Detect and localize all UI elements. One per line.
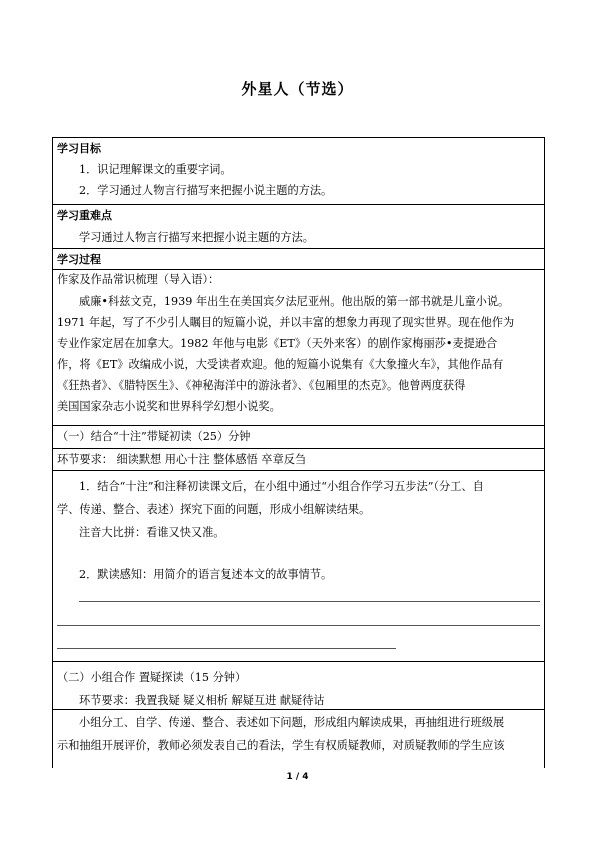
part2-body-line: 示和抽组开展评价，教师必须发表自己的看法，学生有权质疑教师，对质疑教师的学生应该 [57,739,505,752]
part1-tasks [53,470,544,581]
bio-line: 《狂热者》、《腊特医生》、《神秘海洋中的游泳者》、《包厢里的杰克》。他曾两度获得 [57,379,466,392]
answer-line[interactable] [79,601,540,602]
keypoints-text: 学习通过人物言行描写来把握小说主题的方法。 [79,231,314,244]
page-title: 外星人（节选） [241,80,354,98]
part1-heading-row [53,425,544,443]
answer-line[interactable] [57,625,540,626]
part2-body-line: 小组分工、自学、传递、整合、表述如下问题，形成组内解读成果，再抽组进行班级展 [79,716,505,729]
bio-line: 美国国家杂志小说奖和世界科学幻想小说奖。 [57,400,281,413]
worksheet-table [52,137,545,768]
part2-heading: （二）小组合作 置疑探读（15 分钟） [57,671,247,684]
keypoints-section [53,204,544,244]
goal-item: 2．学习通过人物言行描写来把握小说主题的方法。 [79,184,333,197]
task2: 2．默读感知：用简介的语言复述本文的故事情节。 [79,568,333,581]
goals-heading: 学习目标 [57,142,101,155]
task1-line: 学、传递、整合、表述）探究下面的问题，形成小组解读结果。 [57,503,371,516]
pinyin-task: 注音大比拼：看谁又快又准。 [79,526,225,539]
goal-item: 1．识记理解课文的重要字词。 [79,163,232,176]
bio-line: 作，将《ET》改编成小说，大受读者欢迎。他的短篇小说集有《大象撞火车》，其他作品有 [57,358,504,371]
bio-line: 专业作家定居在加拿大。1982 年他与电影《ET》（天外来客）的剧作家梅丽莎•麦提逊合 [57,337,498,350]
part2-heading-row [53,661,544,707]
part1-requirement-row [53,448,544,466]
process-section [53,248,544,266]
intro-label: 作家及作品常识梳理（导入语）： [57,273,220,286]
answer-line[interactable] [57,648,396,649]
part2-requirement: 环节要求：我置我疑 疑义相析 解疑互进 献疑待诂 [79,694,325,707]
task1-line: 1．结合“十注”和注释初读课文后，在小组中通过“小组合作学习五步法”（分工、自 [79,480,484,493]
part2-body [53,709,544,752]
part1-requirement: 环节要求： 细读默想 用心十注 整体感悟 卒章反刍 [57,453,307,466]
part1-heading: （一）结合“十注”带疑初读（25）分钟 [57,430,251,443]
intro-section [53,269,544,413]
keypoints-heading: 学习重难点 [57,209,112,222]
process-heading: 学习过程 [57,253,101,266]
bio-line: 威廉•科兹文克，1939 年出生在美国宾夕法尼亚州。他出版的第一部书就是儿童小说。 [79,295,510,308]
bio-line: 1971 年起，写了不少引人瞩目的短篇小说，并以丰富的想象力再现了现实世界。现在他作为 [57,316,515,329]
page-number: 1 / 4 [286,772,309,782]
